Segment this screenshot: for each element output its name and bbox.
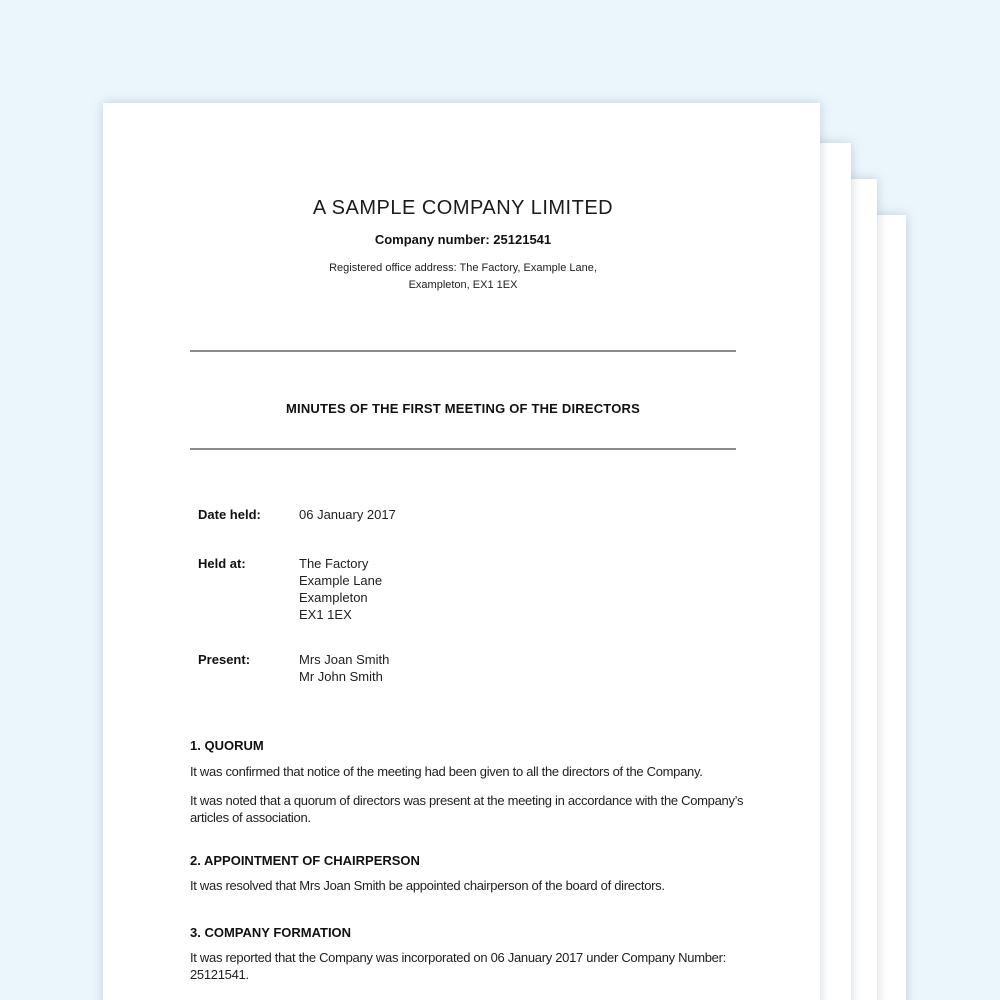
present-attendee-2: Mr John Smith bbox=[299, 669, 383, 684]
chairperson-paragraph: It was resolved that Mrs Joan Smith be appointed chairperson of the board of directors. bbox=[190, 878, 665, 893]
held-at-address-line-2: Example Lane bbox=[299, 573, 383, 588]
company-number: Company number: 25121541 bbox=[374, 232, 552, 247]
section-heading-chairperson: 2. APPOINTMENT OF CHAIRPERSON bbox=[190, 853, 420, 868]
registered-office-line-1: Registered office address: The Factory, Example Lane, bbox=[329, 262, 597, 274]
section-heading-quorum: 1. QUORUM bbox=[190, 738, 264, 753]
present-attendee-1: Mrs Joan Smith bbox=[299, 652, 390, 667]
present-label: Present: bbox=[198, 652, 251, 667]
meta-row-held-at bbox=[190, 555, 736, 623]
document-content bbox=[190, 103, 744, 983]
present-value bbox=[299, 651, 389, 685]
date-held-value bbox=[299, 506, 396, 523]
held-at-address-line-1: The Factory bbox=[299, 556, 369, 571]
formation-paragraph: It was reported that the Company was incorporated on 06 January 2017 under Company Number: 25121541. bbox=[190, 950, 726, 982]
held-at-address-line-4: EX1 1EX bbox=[299, 607, 352, 622]
held-at-address-line-3: Exampleton bbox=[299, 590, 368, 605]
document-page bbox=[103, 103, 820, 1000]
quorum-paragraph-1: It was confirmed that notice of the meeting had been given to all the directors of the Company. bbox=[190, 764, 703, 779]
quorum-paragraph-2: It was noted that a quorum of directors was present at the meeting in accordance with the Company’s articles of association. bbox=[190, 793, 744, 825]
meeting-details bbox=[190, 506, 736, 685]
date-held-label: Date held: bbox=[198, 507, 261, 522]
meeting-title: MINUTES OF THE FIRST MEETING OF THE DIRECTORS bbox=[286, 401, 640, 416]
registered-office-line-2: Exampleton, EX1 1EX bbox=[408, 279, 518, 291]
meta-row-present bbox=[190, 651, 736, 685]
section-heading-formation: 3. COMPANY FORMATION bbox=[190, 925, 352, 940]
company-name: A SAMPLE COMPANY LIMITED bbox=[312, 197, 614, 219]
held-at-value bbox=[299, 555, 382, 623]
separator-line-top bbox=[190, 350, 736, 352]
date-held-value-line: 06 January 2017 bbox=[299, 507, 396, 522]
registered-office-address bbox=[190, 260, 736, 294]
separator-line-bottom bbox=[190, 448, 736, 450]
meta-row-date-held bbox=[190, 506, 736, 523]
held-at-label: Held at: bbox=[198, 556, 246, 571]
